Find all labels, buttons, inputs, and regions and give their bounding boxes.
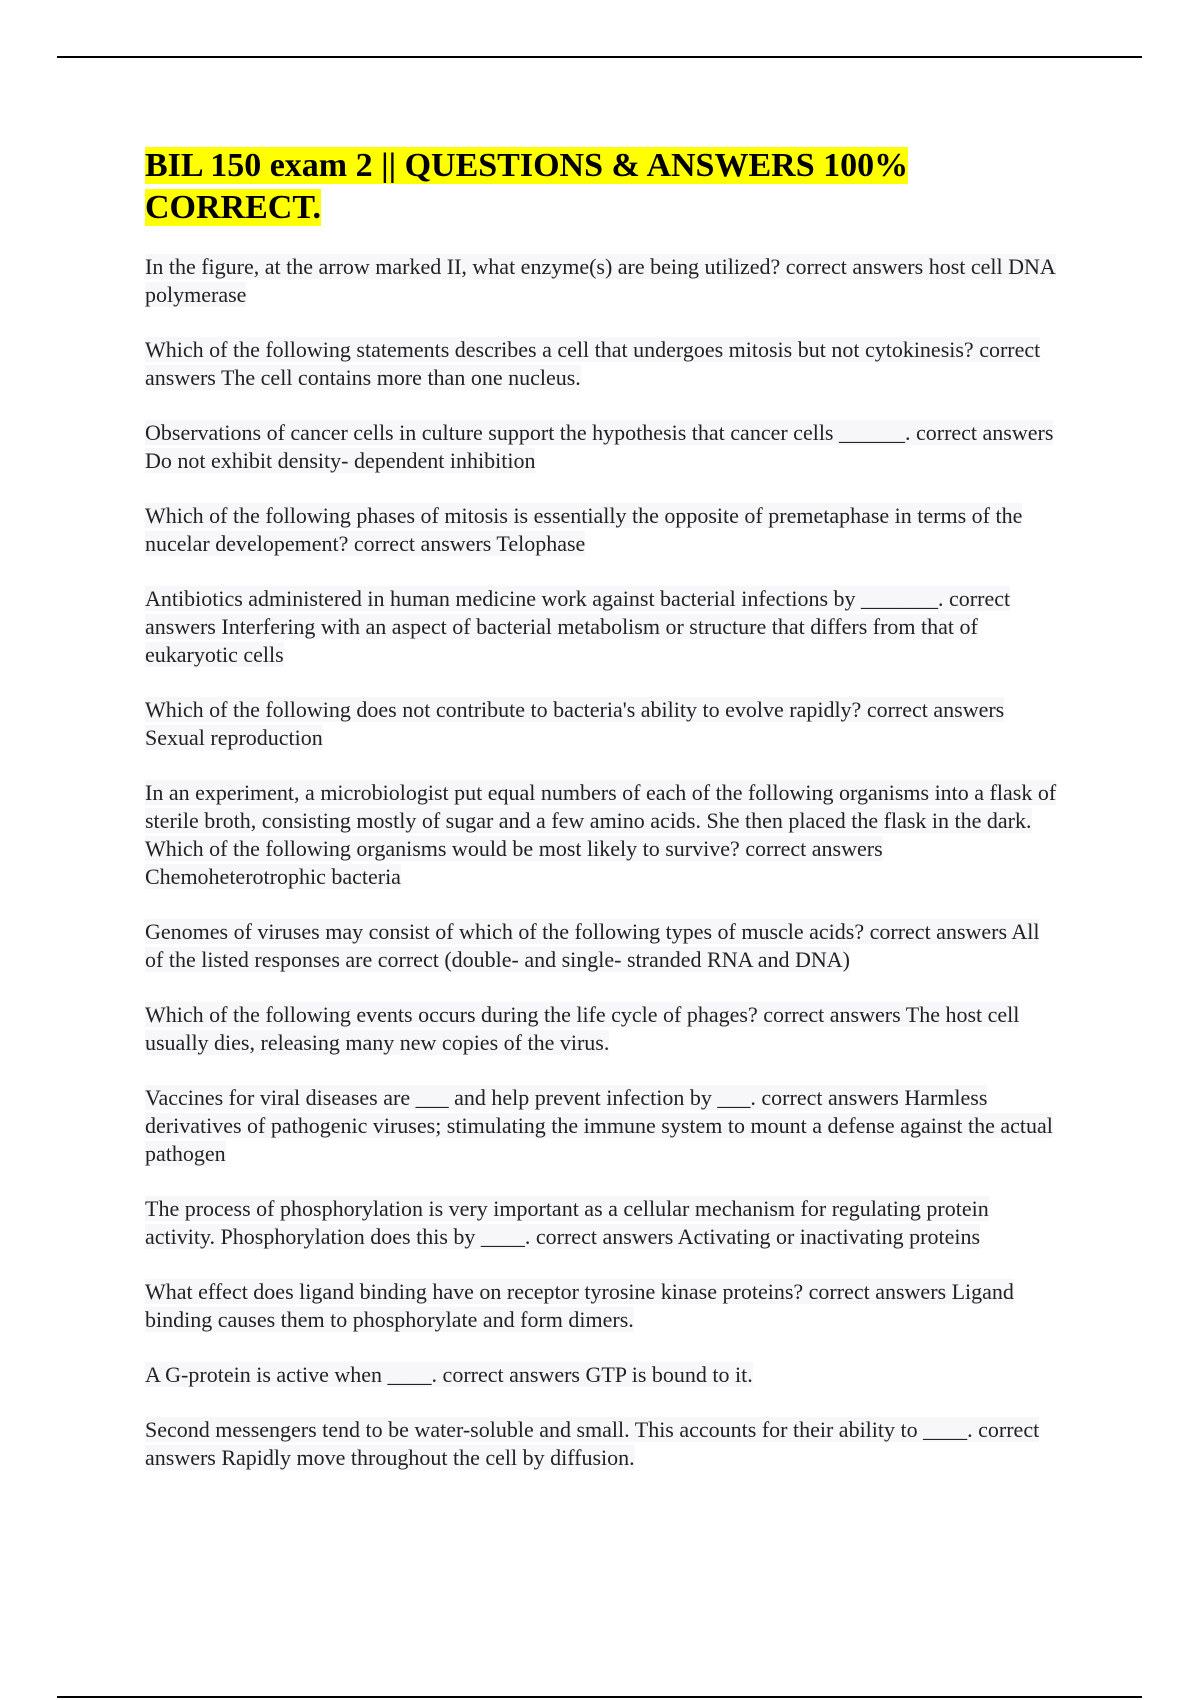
qa-item: [145, 336, 1060, 392]
qa-item-text: Which of the following does not contribute to bacteria's ability to evolve rapidly? correct answers Sexual reproduction: [145, 697, 1005, 750]
document-title-text: BIL 150 exam 2 || QUESTIONS & ANSWERS 100% CORRECT.: [145, 147, 909, 226]
qa-item-text: Which of the following events occurs during the life cycle of phages? correct answers The host cell usually dies, releasing many new copies of the virus.: [145, 1002, 1020, 1055]
qa-item-text: Antibiotics administered in human medicine work against bacterial infections by _______. correct answers Interfering with an aspect of bacterial metabolism or structure that differs from that of eukaryotic cells: [145, 586, 1011, 667]
qa-item: [145, 502, 1060, 558]
qa-item: [145, 1416, 1060, 1472]
qa-item: [145, 1001, 1060, 1057]
qa-item: [145, 1361, 1060, 1389]
document-body: [145, 145, 1060, 1499]
qa-item-text: What effect does ligand binding have on receptor tyrosine kinase proteins? correct answers Ligand binding causes them to phosphorylate and form dimers.: [145, 1279, 1014, 1332]
qa-item: [145, 1278, 1060, 1334]
qa-item-text: The process of phosphorylation is very important as a cellular mechanism for regulating protein activity. Phosphorylation does this by ____. correct answers Activating or inactivating proteins: [145, 1196, 989, 1249]
qa-item-text: Vaccines for viral diseases are ___ and help prevent infection by ___. correct answers Harmless derivatives of pathogenic viruses; stimulating the immune system to mount a defense against the actual pathogen: [145, 1085, 1053, 1166]
qa-item: [145, 253, 1060, 309]
qa-item-text: Genomes of viruses may consist of which of the following types of muscle acids? correct answers All of the listed responses are correct (double- and single- stranded RNA and DNA): [145, 919, 1040, 972]
qa-item: [145, 585, 1060, 669]
qa-item-text: In an experiment, a microbiologist put equal numbers of each of the following organisms into a flask of sterile broth, consisting mostly of sugar and a few amino acids. She then placed the flask in the dark. Which of the following organisms would be most likely to survive? correct answers Chemoheterotrophic bacteria: [145, 780, 1057, 889]
document-title: [145, 145, 1060, 229]
qa-item-text: Observations of cancer cells in culture support the hypothesis that cancer cells ______. correct answers Do not exhibit density- dependent inhibition: [145, 420, 1054, 473]
qa-item-text: Which of the following statements describes a cell that undergoes mitosis but not cytokinesis? correct answers The cell contains more than one nucleus.: [145, 337, 1041, 390]
qa-item: [145, 1084, 1060, 1168]
header-rule: [57, 56, 1142, 58]
footer-rule: [57, 1696, 1142, 1698]
qa-item: [145, 419, 1060, 475]
qa-item: [145, 696, 1060, 752]
qa-item: [145, 1195, 1060, 1251]
qa-item-text: Second messengers tend to be water-soluble and small. This accounts for their ability to ____. correct answers Rapidly move throughout the cell by diffusion.: [145, 1417, 1040, 1470]
qa-item: [145, 779, 1060, 891]
qa-item-text: Which of the following phases of mitosis is essentially the opposite of premetaphase in terms of the nucelar developement? correct answers Telophase: [145, 503, 1023, 556]
qa-item: [145, 918, 1060, 974]
qa-list: [145, 253, 1060, 1472]
qa-item-text: In the figure, at the arrow marked II, what enzyme(s) are being utilized? correct answers host cell DNA polymerase: [145, 254, 1056, 307]
qa-item-text: A G-protein is active when ____. correct answers GTP is bound to it.: [145, 1362, 753, 1387]
